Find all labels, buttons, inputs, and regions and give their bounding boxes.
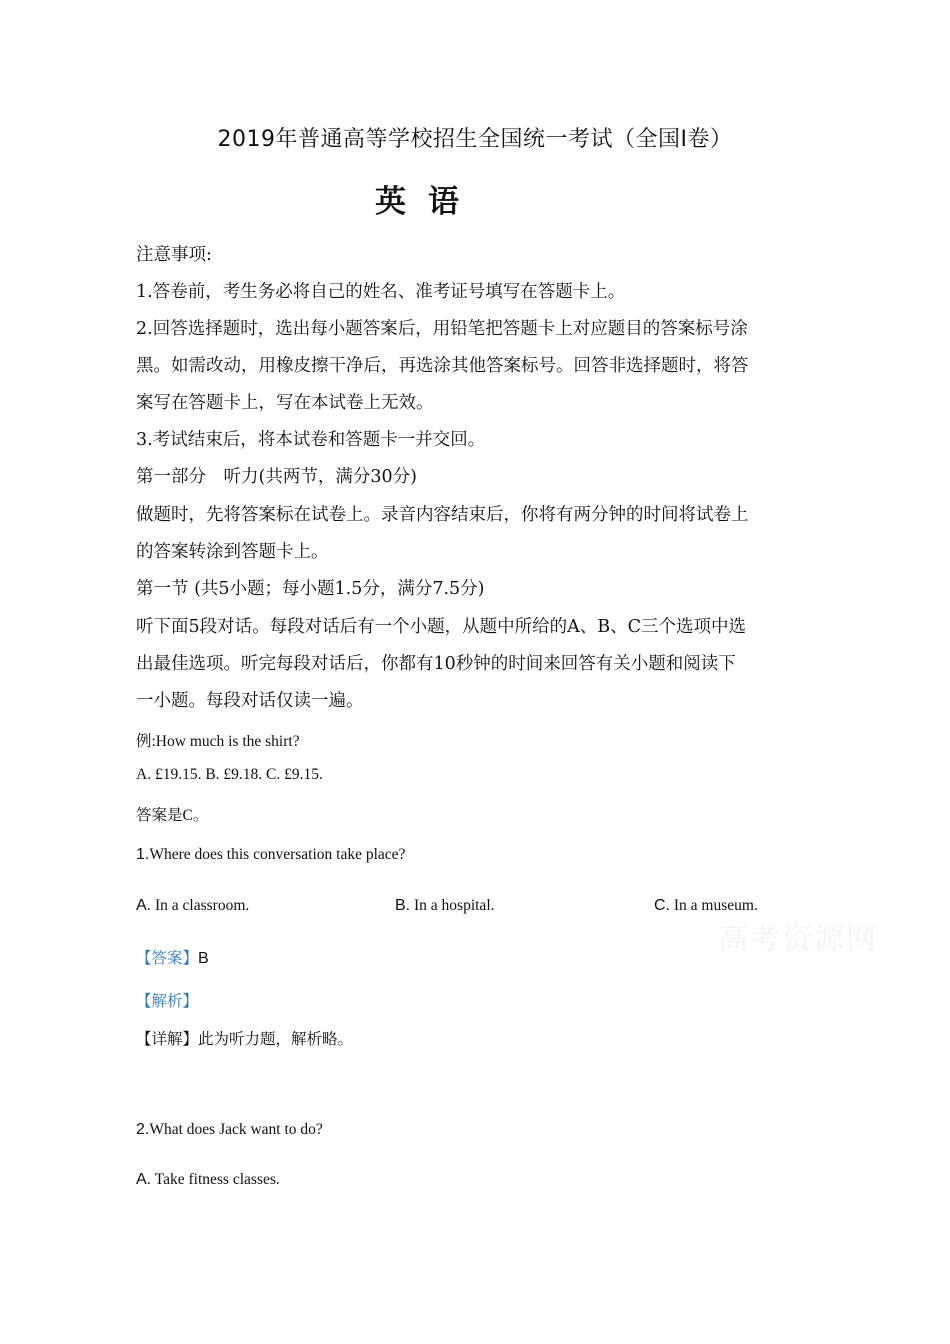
part1-instruction-line-1: 做题时，先将答案标在试卷上。录音内容结束后，你将有两分钟的时间将试卷上 — [136, 505, 749, 525]
notice-item-2-line-1: 2.回答选择题时，选出每小题答案后，用铅笔把答题卡上对应题目的答案标号涂 — [136, 319, 748, 339]
part1-heading: 第一部分 听力(共两节，满分30分) — [136, 467, 417, 487]
option-letter: A. — [136, 897, 152, 914]
option-text: Take fitness classes. — [151, 1171, 280, 1188]
question-2-text: What does Jack want to do? — [149, 1121, 323, 1138]
subject-title: 英语 — [375, 184, 481, 220]
example-answer: 答案是C。 — [136, 807, 209, 824]
option-text: In a hospital. — [410, 897, 495, 914]
question-1-answer — [136, 946, 209, 968]
question-2-option-a — [136, 1171, 280, 1189]
answer-value: B — [198, 950, 209, 967]
question-1-detail: 【详解】此为听力题，解析略。 — [136, 1030, 354, 1048]
notice-item-1: 1.答卷前，考生务必将自己的姓名、准考证号填写在答题卡上。 — [136, 282, 626, 302]
notice-item-3: 3.考试结束后，将本试卷和答题卡一并交回。 — [136, 430, 486, 450]
question-2-number: 2. — [136, 1121, 150, 1138]
question-1-option-b — [395, 897, 495, 915]
notice-item-2-line-2: 黑。如需改动，用橡皮擦干净后，再选涂其他答案标号。回答非选择题时，将答 — [136, 356, 749, 376]
option-text: In a museum. — [670, 897, 758, 914]
option-text: In a classroom. — [151, 897, 250, 914]
question-1-text: Where does this conversation take place? — [149, 846, 406, 863]
exam-title: 2019年普通高等学校招生全国统一考试（全国Ⅰ卷） — [217, 127, 733, 152]
section1-heading: 第一节 (共5小题；每小题1.5分，满分7.5分) — [136, 579, 485, 599]
section1-instruction-line-1: 听下面5段对话。每段对话后有一个小题，从题中所给的A、B、C三个选项中选 — [136, 617, 747, 637]
notice-item-2-line-3: 案写在答题卡上，写在本试卷上无效。 — [136, 393, 434, 413]
part1-instruction-line-2: 的答案转涂到答题卡上。 — [136, 542, 329, 562]
question-1-number: 1. — [136, 846, 150, 863]
option-letter: C. — [654, 897, 670, 914]
question-1-option-c — [654, 897, 758, 915]
watermark: 高考资源网 — [718, 922, 878, 957]
section1-instruction-line-3: 一小题。每段对话仅读一遍。 — [136, 691, 364, 711]
notice-heading: 注意事项: — [136, 245, 212, 265]
answer-tag: 【答案】 — [136, 949, 199, 967]
option-letter: A. — [136, 1171, 152, 1188]
section1-instruction-line-2: 出最佳选项。听完每段对话后，你都有10秒钟的时间来回答有关小题和阅读下 — [136, 654, 736, 674]
question-2 — [136, 1121, 323, 1139]
question-1 — [136, 846, 405, 864]
question-1-option-a — [136, 897, 249, 915]
example-question: 例:How much is the shirt? — [136, 733, 300, 750]
option-letter: B. — [395, 897, 411, 914]
question-1-analysis-tag: 【解析】 — [136, 992, 199, 1010]
example-options: A. £19.15. B. £9.18. C. £9.15. — [136, 766, 323, 783]
